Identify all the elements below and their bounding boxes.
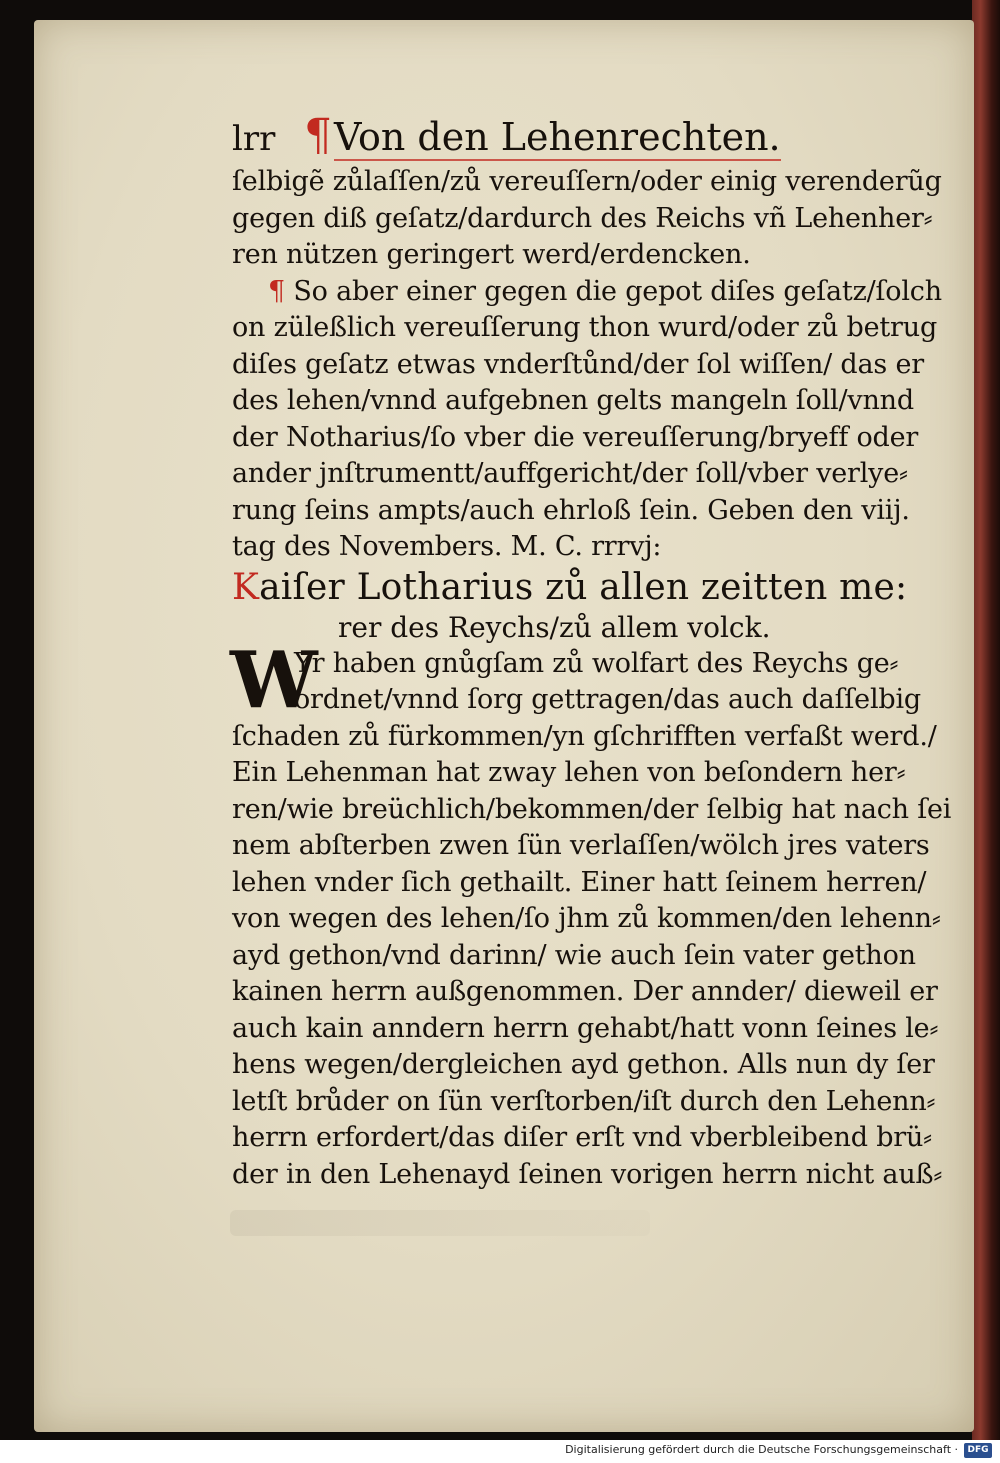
drop-initial: W: [230, 634, 318, 726]
text-block: [230, 108, 952, 1193]
paragraph-3: [230, 634, 952, 1194]
text-line: ſelbigẽ zůlaſſen/zů vereuſſern/oder einig verenderũg: [232, 166, 942, 197]
text-line: ordnet/vnnd ſorg gettragen/das auch daſſelbig: [294, 684, 921, 715]
paragraph-2: [232, 274, 942, 566]
text-line: diſes geſatz etwas vnderſtůnd/der ſol wiſſen/ das er: [232, 348, 924, 380]
text-line: letſt brůder on ſün verſtorben/iſt durch den Lehenn⸗: [232, 1085, 936, 1117]
running-header: [232, 108, 942, 164]
dfg-logo: DFG: [964, 1443, 992, 1458]
rubric-heading-text: aiſer Lotharius zů allen zeitten me:: [259, 566, 908, 608]
text-line: der Notharius/ſo vber die vereuſſerung/bryeff oder: [232, 421, 919, 453]
text-line: des lehen/vnnd aufgebnen gelts mangeln ſoll/vnnd: [232, 385, 914, 416]
pilcrow-icon: ¶: [304, 110, 332, 161]
header-title: Von den Lehenrechten.: [334, 115, 781, 159]
text-line: ſchaden zů fürkommen/yn gſchrifften verfaßt werd./: [232, 720, 937, 752]
text-line: nem abſterben zwen ſün verlaſſen/wölch jres vaters: [232, 830, 930, 861]
pilcrow-icon: ¶: [268, 275, 285, 307]
folio-number: lrr: [232, 119, 276, 159]
text-line: ¶ So aber einer gegen die gepot diſes geſatz/ſolch: [268, 275, 942, 307]
text-line: der in den Lehenayd ſeinen vorigen herrn nicht auß⸗: [232, 1158, 943, 1190]
text-line: kainen herrn außgenommen. Der annder/ dieweil er: [232, 976, 938, 1007]
text-line: Yr haben gnůgſam zů wolfart des Reychs ge⸗: [294, 647, 899, 679]
rubric-initial: K: [232, 566, 260, 608]
digitization-credit: Digitalisierung gefördert durch die Deutsche Forschungsgemeinschaft ·: [565, 1443, 958, 1456]
text-line: hens wegen/dergleichen ayd gethon. Alls nun dy ſer: [232, 1049, 935, 1080]
show-through-text: [230, 1210, 650, 1236]
text-line: ander jnſtrumentt/auffgericht/der ſoll/vber verlye⸗: [232, 458, 908, 489]
text-line: ayd gethon/vnd darinn/ wie auch ſein vater gethon: [232, 939, 916, 971]
book-edge: [972, 0, 1000, 1440]
text-line: auch kain anndern herrn gehabt/hatt vonn ſeines le⸗: [232, 1012, 939, 1044]
text-line: tag des Novembers. M. C. rrrvj:: [232, 531, 662, 562]
text-line: on züleßlich vereuſſerung thon wurd/oder zů betrug: [232, 312, 938, 343]
text-line: herrn erfordert/das diſer erſt vnd vberbleibend brü⸗: [232, 1122, 932, 1153]
rubric-heading: [232, 566, 942, 610]
text-line: von wegen des lehen/ſo jhm zů kommen/den lehenn⸗: [232, 903, 941, 934]
text-line: ren nützen geringert werd/erdencken.: [232, 239, 751, 270]
paragraph-1: [232, 164, 942, 274]
text-line: ren/wie breüchlich/bekommen/der ſelbig hat nach ſei: [232, 793, 952, 825]
text-line: Ein Lehenman hat zway lehen von beſondern her⸗: [232, 757, 906, 788]
rubric-subheading: rer des Reychs/zů allem volck.: [338, 610, 771, 644]
text-line: gegen diß geſatz/dardurch des Reichs vñ Lehenher⸗: [232, 202, 933, 234]
text-line: rung ſeins ampts/auch ehrloß ſein. Geben den viij.: [232, 494, 910, 526]
text-line: lehen vnder ſich gethailt. Einer hatt ſeinem herren/: [232, 866, 927, 898]
footer-bar: [0, 1440, 1000, 1463]
